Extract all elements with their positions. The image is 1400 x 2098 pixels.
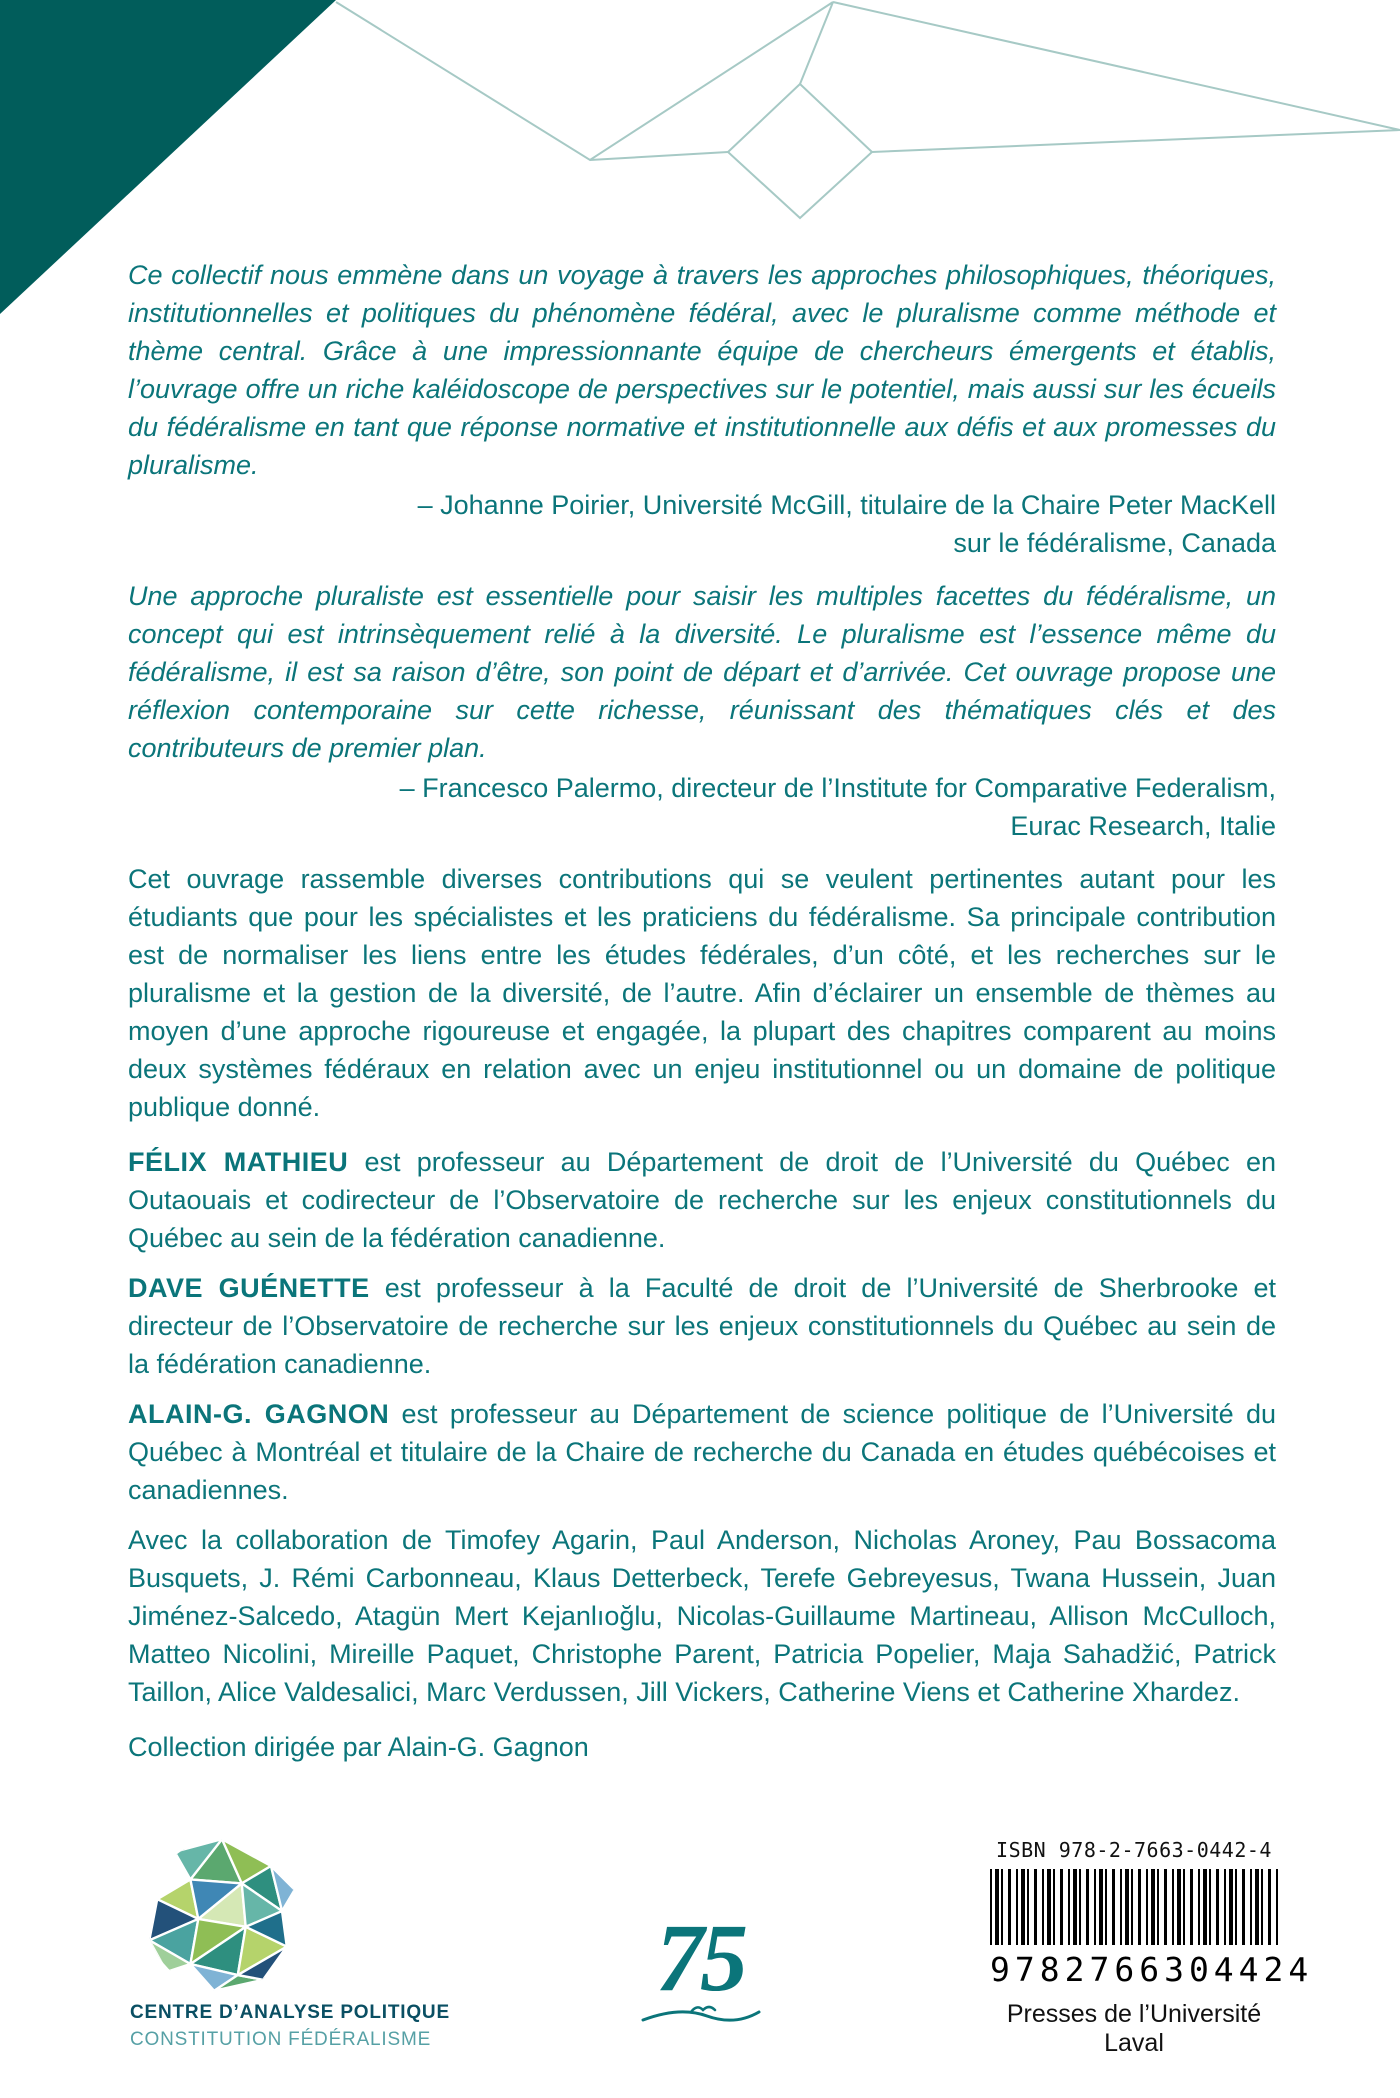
author-name: FÉLIX MATHIEU	[128, 1147, 349, 1177]
barcode-number: 9782766304424	[990, 1950, 1314, 1989]
author-name: ALAIN-G. GAGNON	[128, 1399, 390, 1429]
attribution-line: sur le fédéralisme, Canada	[953, 528, 1276, 558]
cap-publisher-logo	[130, 1836, 460, 2051]
cap-logo-line2: CONSTITUTION FÉDÉRALISME	[130, 2029, 432, 2050]
collaborators-list: Avec la collaboration de Timofey Agarin, Paul Anderson, Nicholas Aroney, Pau Bossacoma Busquets, J. Rémi Carbonneau, Klaus Detterbeck, Terefe Gebreyesus, Twana Hussein, Juan Jiménez-Salcedo, Atagün Mert Kejanlıoğlu, Nicolas-Guillaume Martineau, Allison McCulloch, Matteo Nicolini, Mireille Paquet, Christophe Parent, Patricia Popelier, Maja Sahadžić, Patrick Taillon, Alice Valdesalici, Marc Verdussen, Jill Vickers, Catherine Viens et Catherine Xhardez.	[128, 1525, 1276, 1707]
author-bio-text: est professeur au Département de droit de l’Université du Québec en Outaouais et codirecteur de l’Observatoire de recherche sur les enjeux constitutionnels du Québec au sein de la fédération canadienne.	[128, 1147, 1276, 1253]
mosaic-circle-icon	[142, 1836, 302, 1994]
isbn-barcode-block	[990, 1838, 1314, 2058]
anniversary-75-logo	[612, 1904, 788, 2030]
wave-swoosh-icon	[635, 2004, 765, 2030]
quote-attribution-2	[128, 769, 1276, 845]
author-bio-text: est professeur au Département de science politique de l’Université du Québec à Montréal et titulaire de la Chaire de recherche du Canada en études québécoises et canadiennes.	[128, 1399, 1276, 1505]
attribution-line: – Francesco Palermo, directeur de l’Institute for Comparative Federalism,	[399, 773, 1276, 803]
book-description: Cet ouvrage rassemble diverses contributions qui se veulent pertinentes autant pour les étudiants que pour les spécialistes et les praticiens du fédéralisme. Sa principale contribution est de normaliser les liens entre les études fédérales, d’un côté, et les recherches sur le pluralisme et la gestion de la diversité, de l’autre. Afin d’éclairer un ensemble de thèmes au moyen d’une approche rigoureuse et engagée, la plupart des chapitres comparent au moins deux systèmes fédéraux en relation avec un enjeu institutionnel ou un domaine de politique publique donné.	[128, 864, 1276, 1122]
attribution-line: Eurac Research, Italie	[1010, 811, 1276, 841]
review-quote-1: Ce collectif nous emmène dans un voyage à travers les approches philosophiques, théoriques, institutionnelles et politiques du phénomène fédéral, avec le pluralisme comme méthode et thème central. Grâce à une impressionnante équipe de chercheurs émergents et établis, l’ouvrage offre un riche kaléidoscope de perspectives sur le potentiel, mais aussi sur les écueils du fédéralisme en tant que réponse normative et institutionnelle aux défis et aux promesses du pluralisme.	[128, 260, 1276, 480]
anniversary-number: 75	[656, 1904, 744, 2011]
author-bio-text: est professeur à la Faculté de droit de l’Université de Sherbrooke et directeur de l’Observatoire de recherche sur les enjeux constitutionnels du Québec au sein de la fédération canadienne.	[128, 1273, 1276, 1379]
barcode-icon	[990, 1869, 1278, 1945]
author-name: DAVE GUÉNETTE	[128, 1273, 370, 1303]
author-bio-3	[128, 1395, 1276, 1509]
author-bio-2	[128, 1269, 1276, 1383]
attribution-line: – Johanne Poirier, Université McGill, titulaire de la Chaire Peter MacKell	[417, 490, 1276, 520]
review-quote-2: Une approche pluraliste est essentielle pour saisir les multiples facettes du fédéralisme, un concept qui est intrinsèquement relié à la diversité. Le pluralisme est l’essence même du fédéralisme, il est sa raison d’être, son point de départ et d’arrivée. Cet ouvrage propose une réflexion contemporaine sur cette richesse, réunissant des thématiques clés et des contributeurs de premier plan.	[128, 581, 1276, 763]
diamond-outline	[728, 84, 872, 218]
author-bio-1	[128, 1143, 1276, 1257]
isbn-label: ISBN 978-2-7663-0442-4	[996, 1838, 1272, 1862]
back-cover-text	[128, 256, 1276, 1766]
cap-logo-line1: CENTRE D’ANALYSE POLITIQUE	[130, 2002, 450, 2023]
collection-note: Collection dirigée par Alain-G. Gagnon	[128, 1732, 589, 1762]
publisher-name: Presses de l’Université Laval	[1006, 2000, 1262, 2057]
quote-attribution-1	[128, 486, 1276, 562]
